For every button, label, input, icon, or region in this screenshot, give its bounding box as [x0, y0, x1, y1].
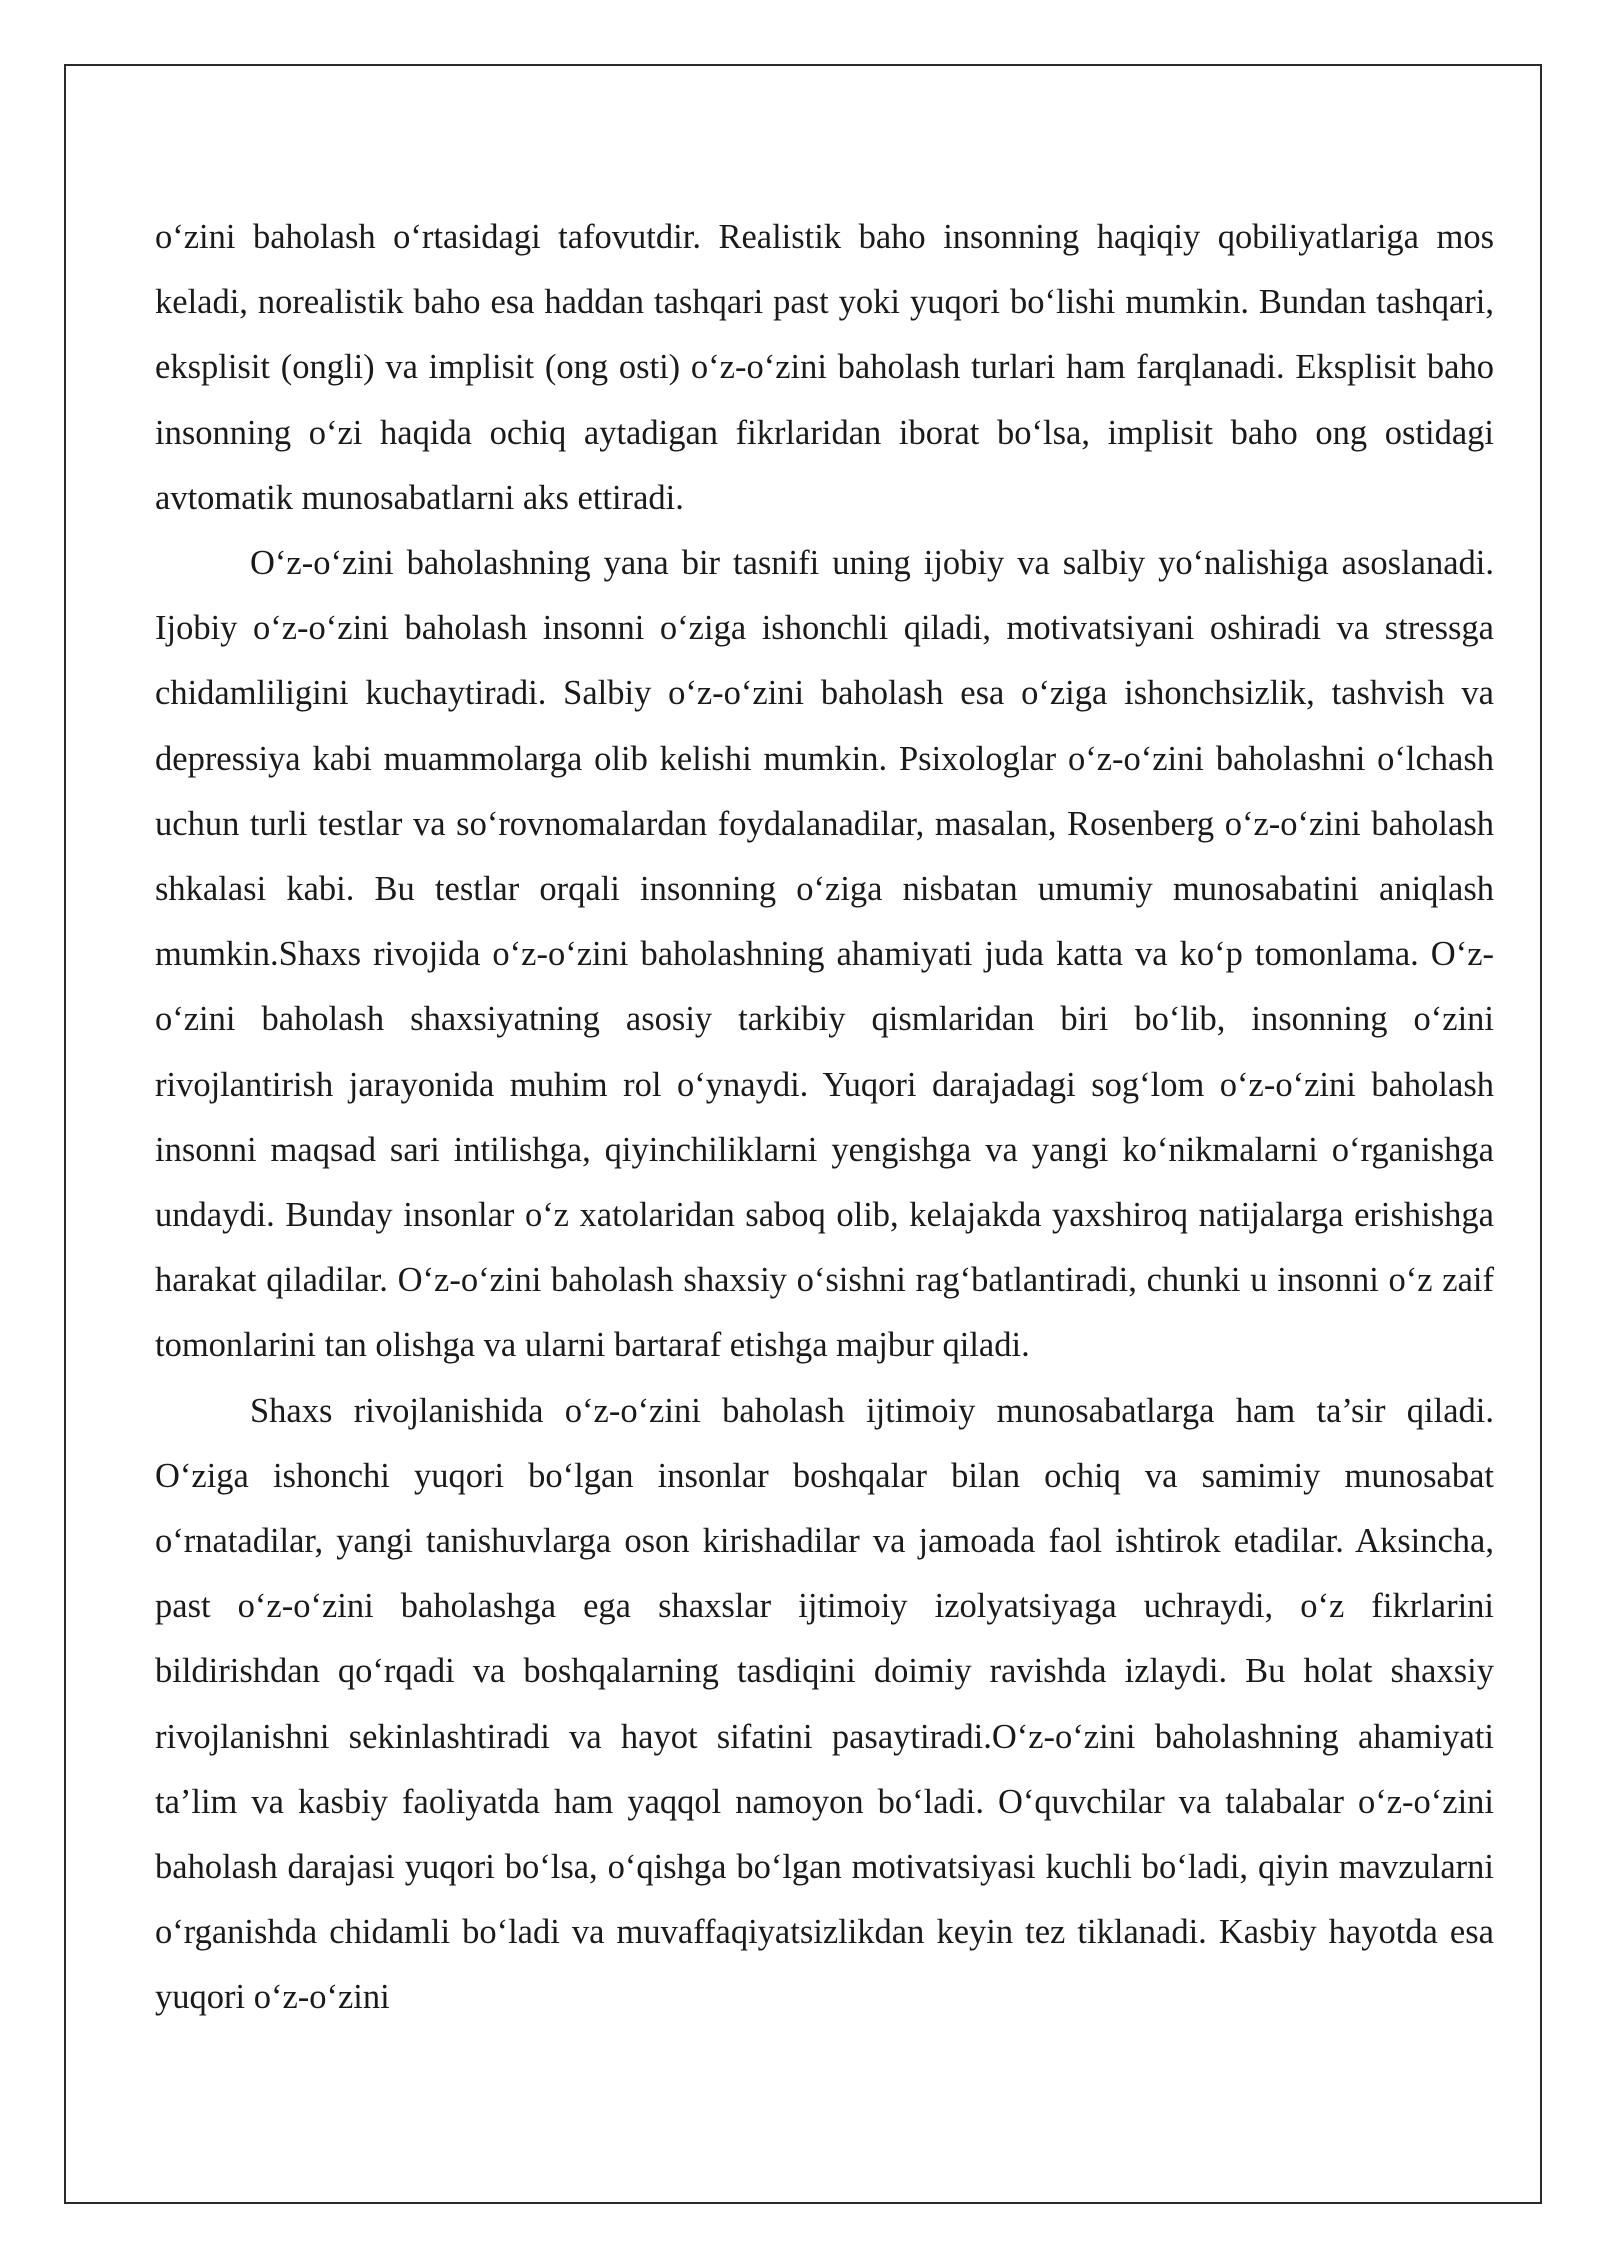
document-body [155, 205, 1494, 2031]
document-page [64, 64, 1542, 2204]
paragraph-2: O‘z-o‘zini baholashning yana bir tasnifi uning ijobiy va salbiy yo‘nalishiga asoslanadi. Ijobiy o‘z-o‘zini baholash insonni o‘ziga ishonchli qiladi, motivatsiyani oshiradi va stressga chidamliligini kuchaytiradi. Salbiy o‘z-o‘zini baholash esa o‘ziga ishonchsizlik, tashvish va depressiya kabi muammolarga olib kelishi mumkin. Psixologlar o‘z-o‘zini baholashni o‘lchash uchun turli testlar va so‘rovnomalardan foydalanadilar, masalan, Rosenberg o‘z-o‘zini baholash shkalasi kabi. Bu testlar orqali insonning o‘ziga nisbatan umumiy munosabatini aniqlash mumkin.Shaxs rivojida o‘z-o‘zini baholashning ahamiyati juda katta va ko‘p tomonlama. O‘z-o‘zini baholash shaxsiyatning asosiy tarkibiy qismlaridan biri bo‘lib, insonning o‘zini rivojlantirish jarayonida muhim rol o‘ynaydi. Yuqori darajadagi sog‘lom o‘z-o‘zini baholash insonni maqsad sari intilishga, qiyinchiliklarni yengishga va yangi ko‘nikmalarni o‘rganishga undaydi. Bunday insonlar o‘z xatolaridan saboq olib, kelajakda yaxshiroq natijalarga erishishga harakat qiladilar. O‘z-o‘zini baholash shaxsiy o‘sishni rag‘batlantiradi, chunki u insonni o‘z zaif tomonlarini tan olishga va ularni bartaraf etishga majbur qiladi. [155, 544, 1494, 1365]
paragraph-1: o‘zini baholash o‘rtasidagi tafovutdir. Realistik baho insonning haqiqiy qobiliyatlariga mos keladi, norealistik baho esa haddan tashqari past yoki yuqori bo‘lishi mumkin. Bundan tashqari, eksplisit (ongli) va implisit (ong osti) o‘z-o‘zini baholash turlari ham farqlanadi. Eksplisit baho insonning o‘zi haqida ochiq aytadigan fikrlaridan iborat bo‘lsa, implisit baho ong ostidagi avtomatik munosabatlarni aks ettiradi. [155, 218, 1494, 517]
paragraph-3: Shaxs rivojlanishida o‘z-o‘zini baholash ijtimoiy munosabatlarga ham ta’sir qiladi. O‘ziga ishonchi yuqori bo‘lgan insonlar boshqalar bilan ochiq va samimiy munosabat o‘rnatadilar, yangi tanishuvlarga oson kirishadilar va jamoada faol ishtirok etadilar. Aksincha, past o‘z-o‘zini baholashga ega shaxslar ijtimoiy izolyatsiyaga uchraydi, o‘z fikrlarini bildirishdan qo‘rqadi va boshqalarning tasdiqini doimiy ravishda izlaydi. Bu holat shaxsiy rivojlanishni sekinlashtiradi va hayot sifatini pasaytiradi.O‘z-o‘zini baholashning ahamiyati ta’lim va kasbiy faoliyatda ham yaqqol namoyon bo‘ladi. O‘quvchilar va talabalar o‘z-o‘zini baholash darajasi yuqori bo‘lsa, o‘qishga bo‘lgan motivatsiyasi kuchli bo‘ladi, qiyin mavzularni o‘rganishda chidamli bo‘ladi va muvaffaqiyatsizlikdan keyin tez tiklanadi. Kasbiy hayotda esa yuqori o‘z-o‘zini [155, 1391, 1494, 2017]
